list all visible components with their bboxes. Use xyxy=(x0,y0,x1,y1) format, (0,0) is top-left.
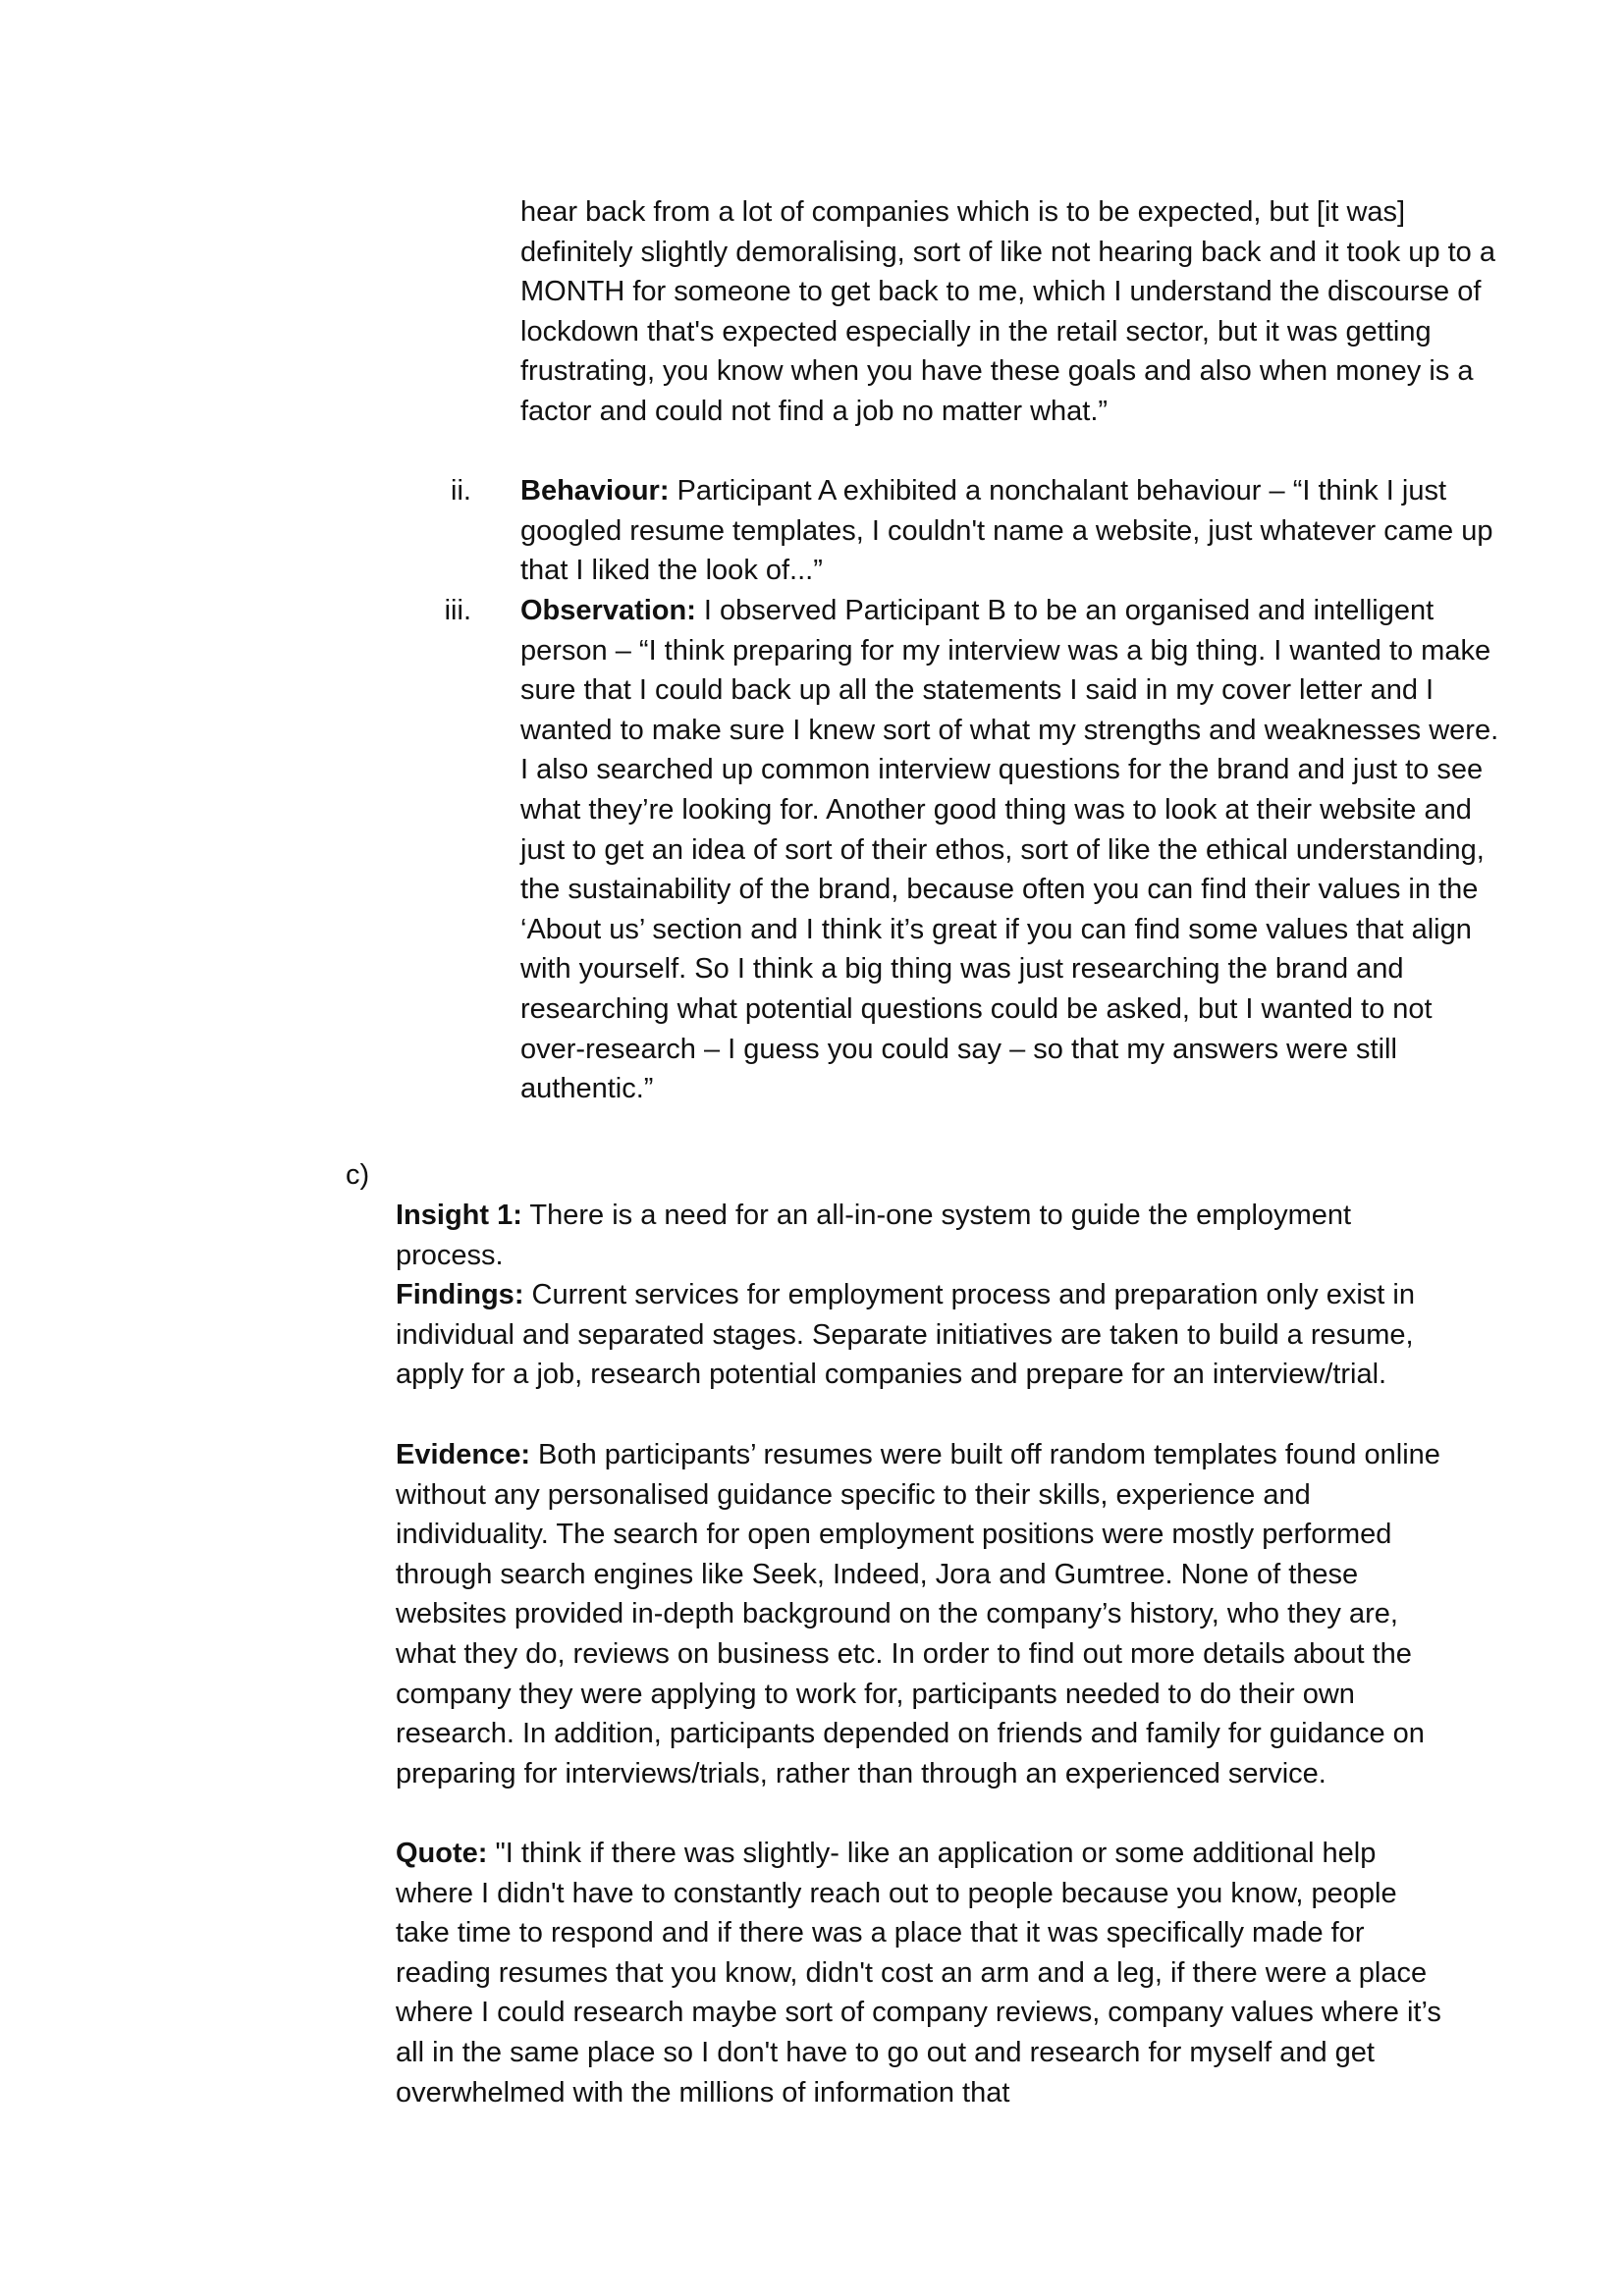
list-marker: iii. xyxy=(444,595,471,626)
list-marker: ii. xyxy=(451,475,471,507)
quote-text: "I think if there was slightly- like an application or some additional help where I didn't have to constantly reach out to people because you know, people take time to respond and if there was a place that it was specifically made for reading resumes that you know, didn't cost an arm and a leg, if there were a place where I could research maybe sort of company reviews, company values where it’s all in the same place so I don't have to go out and research for myself and get overwhelmed with the millions of information that xyxy=(396,1838,1441,2109)
item-label: Observation: xyxy=(520,595,696,626)
insight-text: There is a need for an all-in-one system to guide the employment process. xyxy=(396,1200,1352,1271)
section-letter: c) xyxy=(346,1159,370,1191)
evidence-text: Both participants’ resumes were built off random templates found online without any personalised guidance specific to their skills, experience and individuality. The search for open employment positions were mostly performed through search engines like Seek, Indeed, Jora and Gumtree. None of these websites provided in-depth background on the company’s history, who they are, what they do, reviews on business etc. In order to find out more details about the company they were applying to work for, participants needed to do their own research. In addition, participants depended on friends and family for guidance on preparing for interviews/trials, rather than through an experienced service. xyxy=(396,1439,1440,1789)
evidence-label: Evidence: xyxy=(396,1439,530,1470)
findings-label: Findings: xyxy=(396,1279,524,1310)
list-item-text xyxy=(520,471,1502,591)
list-item-text xyxy=(520,591,1502,1109)
item-label: Behaviour: xyxy=(520,475,670,507)
insight-paragraph xyxy=(396,1196,1451,1275)
quote-label: Quote: xyxy=(396,1838,488,1869)
item-body: I observed Participant B to be an organised and intelligent person – “I think preparing for my interview was a big thing. I wanted to make sure that I could back up all the statements I said in my cover letter and I wanted to make sure I knew sort of what my strengths and weaknesses were. I also searched up common interview questions for the brand and just to see what they’re looking for. Another good thing was to look at their website and just to get an idea of sort of their ethos, sort of like the ethical understanding, the sustainability of the brand, because often you can find their values in the ‘About us’ section and I think it’s great if you can find some values that align with yourself. So I think a big thing was just researching the brand and researching what potential questions could be asked, but I wanted to not over-research – I guess you could say – so that my answers were still authentic.” xyxy=(520,595,1499,1105)
quote-continuation-paragraph: hear back from a lot of companies which is to be expected, but [it was] definitely slightly demoralising, sort of like not hearing back and it took up to a MONTH for someone to get back to me, which I understand the discourse of lockdown that's expected especially in the retail sector, but it was getting frustrating, you know when you have these goals and also when money is a factor and could not find a job no matter what.” xyxy=(520,196,1495,427)
insight-label: Insight 1: xyxy=(396,1200,522,1231)
findings-text: Current services for employment process and preparation only exist in individual and separated stages. Separate initiatives are taken to build a resume, apply for a job, research potential companies and prepare for an interview/trial. xyxy=(396,1279,1415,1391)
item-body: Participant A exhibited a nonchalant behaviour – “I think I just googled resume templates, I couldn't name a website, just whatever came up that I liked the look of...” xyxy=(520,475,1493,587)
quote-paragraph xyxy=(396,1834,1451,2112)
evidence-paragraph xyxy=(396,1435,1451,1793)
findings-paragraph xyxy=(396,1275,1451,1395)
